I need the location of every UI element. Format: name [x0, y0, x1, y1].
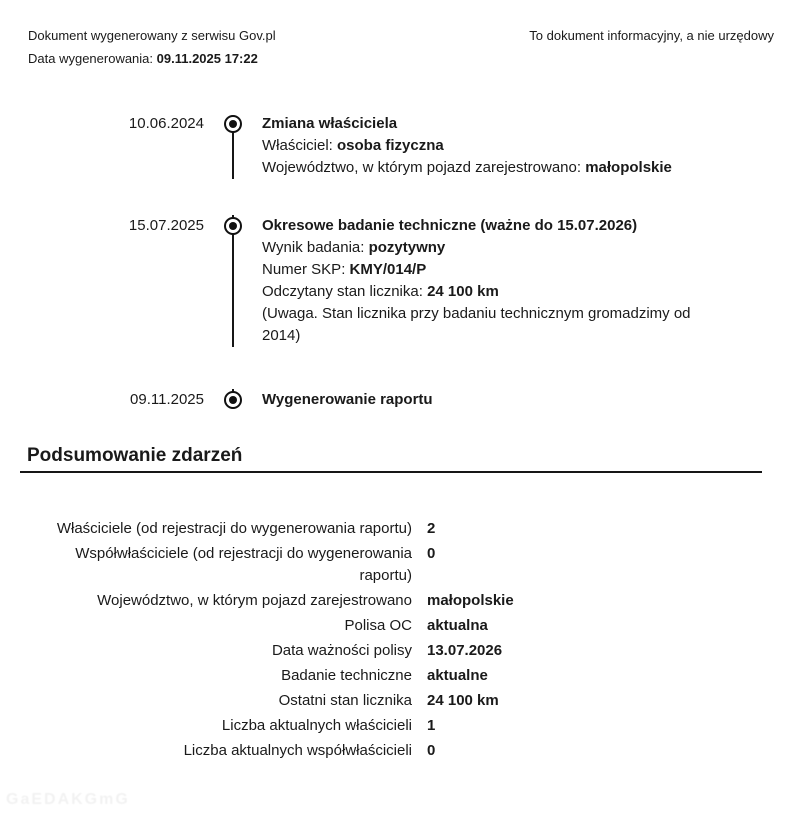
summary-row [28, 590, 802, 612]
summary-row-value: 0 [427, 742, 436, 759]
timeline-node [204, 113, 262, 179]
event-content [262, 113, 672, 179]
timeline-node [204, 389, 262, 411]
summary-row [28, 640, 802, 662]
event-note: (Uwaga. Stan licznika przy badaniu technicznym gromadzimy od 2014) [262, 305, 691, 344]
summary-row-value: 2 [427, 520, 436, 537]
summary-row-value: aktualne [427, 667, 488, 684]
event-detail [262, 237, 708, 259]
generation-date-value: 09.11.2025 17:22 [156, 51, 258, 66]
event-detail [262, 281, 708, 303]
summary-row-label: Data ważności polisy [271, 642, 412, 659]
summary-section-divider [20, 445, 762, 473]
summary-row-value: 24 100 km [427, 692, 499, 709]
summary-row [28, 740, 802, 762]
summary-row-label: Współwłaściciele (od rejestracji do wygenerowania raportu) [75, 545, 412, 584]
generation-date-line [28, 48, 276, 69]
summary-row-value: 0 [427, 545, 436, 562]
summary-row [28, 615, 802, 637]
summary-heading: Podsumowanie zdarzeń [27, 445, 243, 466]
summary-row-value: małopolskie [427, 592, 514, 609]
timeline-event [0, 389, 802, 411]
event-content [262, 215, 708, 347]
timeline [0, 113, 802, 411]
summary-row-label: Liczba aktualnych właścicieli [221, 717, 412, 734]
event-detail-label: Właściciel: [262, 137, 338, 154]
event-detail-value: 24 100 km [427, 283, 499, 300]
event-date: 10.06.2024 [128, 115, 204, 132]
summary-row [28, 715, 802, 737]
summary-row-value: 1 [427, 717, 436, 734]
generation-date-label: Data wygenerowania: [28, 51, 157, 66]
summary-row-label: Właściciele (od rejestracji do wygenerowania raportu) [56, 520, 412, 537]
event-detail [262, 135, 672, 157]
timeline-event [0, 215, 802, 389]
generated-from-text: Dokument wygenerowany z serwisu Gov.pl [28, 28, 276, 43]
event-detail-value: pozytywny [368, 239, 446, 256]
summary-row [28, 518, 802, 540]
timeline-node-icon [224, 115, 242, 133]
summary-row [28, 665, 802, 687]
event-title: Wygenerowanie raportu [262, 391, 433, 408]
informational-note: To dokument informacyjny, a nie urzędowy [529, 28, 774, 43]
event-detail-label: Numer SKP: [262, 261, 350, 278]
illegible-watermark: GaEDAKGmG [6, 791, 130, 808]
summary-table [0, 518, 802, 762]
event-detail-value: osoba fizyczna [337, 137, 444, 154]
event-detail-value: małopolskie [585, 159, 672, 176]
timeline-node [204, 215, 262, 347]
event-date: 09.11.2025 [130, 391, 204, 408]
timeline-node-icon [224, 217, 242, 235]
timeline-event [0, 113, 802, 215]
summary-row-label: Badanie techniczne [281, 667, 412, 684]
document-header [0, 0, 802, 69]
summary-row-label: Liczba aktualnych współwłaścicieli [183, 742, 412, 759]
summary-row-label: Ostatni stan licznika [278, 692, 412, 709]
event-detail-label: Województwo, w którym pojazd zarejestrowano: [262, 159, 586, 176]
header-left [28, 25, 276, 69]
summary-row-label: Województwo, w którym pojazd zarejestrowano [97, 592, 412, 609]
event-detail-label: Wynik badania: [262, 239, 369, 256]
summary-row [28, 690, 802, 712]
event-title: Okresowe badanie techniczne (ważne do 15.07.2026) [262, 217, 638, 234]
timeline-node-icon [224, 391, 242, 409]
event-detail-value: KMY/014/P [349, 261, 427, 278]
event-title: Zmiana właściciela [262, 115, 398, 132]
event-detail [262, 157, 672, 179]
summary-row [28, 543, 802, 587]
summary-row-label: Polisa OC [344, 617, 412, 634]
event-detail-label: Odczytany stan licznika: [262, 283, 428, 300]
event-detail [262, 259, 708, 281]
summary-row-value: aktualna [427, 617, 488, 634]
event-content [262, 389, 433, 411]
summary-row-value: 13.07.2026 [427, 642, 503, 659]
event-date: 15.07.2025 [128, 217, 204, 234]
